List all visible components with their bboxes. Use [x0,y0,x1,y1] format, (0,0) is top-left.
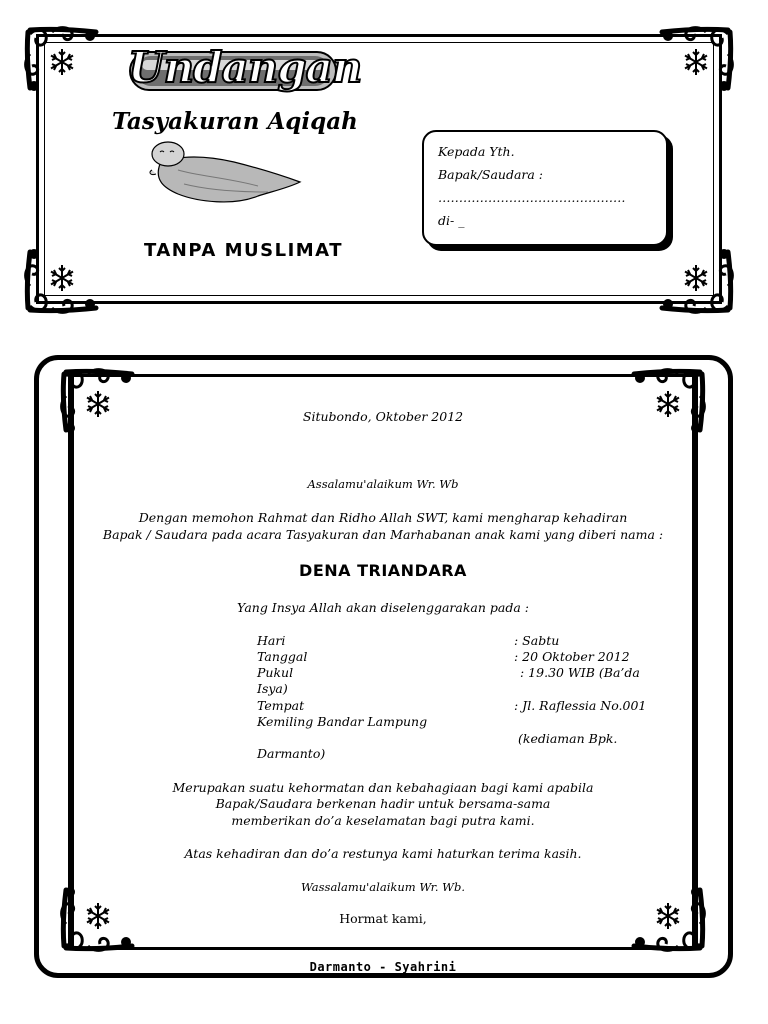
regards: Hormat kami, [339,911,427,926]
detail-label: Pukul [257,665,294,680]
closing-line: Merupakan suatu kehormatan dan kebahagiaan bagi kami apabila [172,780,594,795]
address-line: Kepada Yth. [438,144,515,159]
place-date: Situbondo, Oktober 2012 [302,409,464,424]
detail-label: Tempat [257,698,305,713]
detail-value: : Jl. Raflessia No.001 [514,698,647,713]
ornament-icon [24,246,100,314]
child-name: DENA TRIANDARA [299,561,467,580]
ornament-icon [658,26,734,94]
detail-value-wrap: Kemiling Bandar Lampung [257,714,428,729]
closing-line: memberikan do’a keselamatan bagi putra kami. [231,813,535,828]
signature: Darmanto - Syahrini [309,960,457,974]
farewell: Wassalamu'alaikum Wr. Wb. [300,880,466,894]
event-subtitle: Tasyakuran Aqiqah [112,108,358,135]
intro-line: Dengan memohon Rahmat dan Ridho Allah SWT, kami mengharap kehadiran [138,510,628,525]
ornament-icon [60,368,136,436]
detail-value: : 19.30 WIB (Ba’da [520,665,640,680]
thanks-line: Atas kehadiran dan do’a restunya kami haturkan terima kasih. [184,846,582,861]
ornament-icon [24,26,100,94]
detail-value-wrap: Isya) [257,681,288,696]
address-box [422,130,668,246]
detail-label: Tanggal [257,649,308,664]
detail-label: Hari [257,633,286,648]
detail-value: (kediaman Bpk. [518,731,618,746]
closing-line: Bapak/Saudara berkenan hadir untuk bersama-sama [215,796,551,811]
schedule-intro: Yang Insya Allah akan diselenggarakan pada : [237,600,529,615]
baby-illustration-icon [138,140,304,206]
detail-value: : 20 Oktober 2012 [514,649,630,664]
detail-value-wrap: Darmanto) [257,746,326,761]
greeting: Assalamu'alaikum Wr. Wb [307,477,459,491]
address-line: Bapak/Saudara : [438,167,544,182]
banner-title: Undangan [128,43,362,92]
invitation-note: TANPA MUSLIMAT [144,240,343,261]
intro-line: Bapak / Saudara pada acara Tasyakuran dan Marhabanan anak kami yang diberi nama : [102,527,664,542]
ornament-icon [658,246,734,314]
address-line: ……………………………………… [438,190,626,205]
ornament-icon [630,368,706,436]
address-line: di- _ [438,213,465,228]
detail-value: : Sabtu [514,633,560,648]
